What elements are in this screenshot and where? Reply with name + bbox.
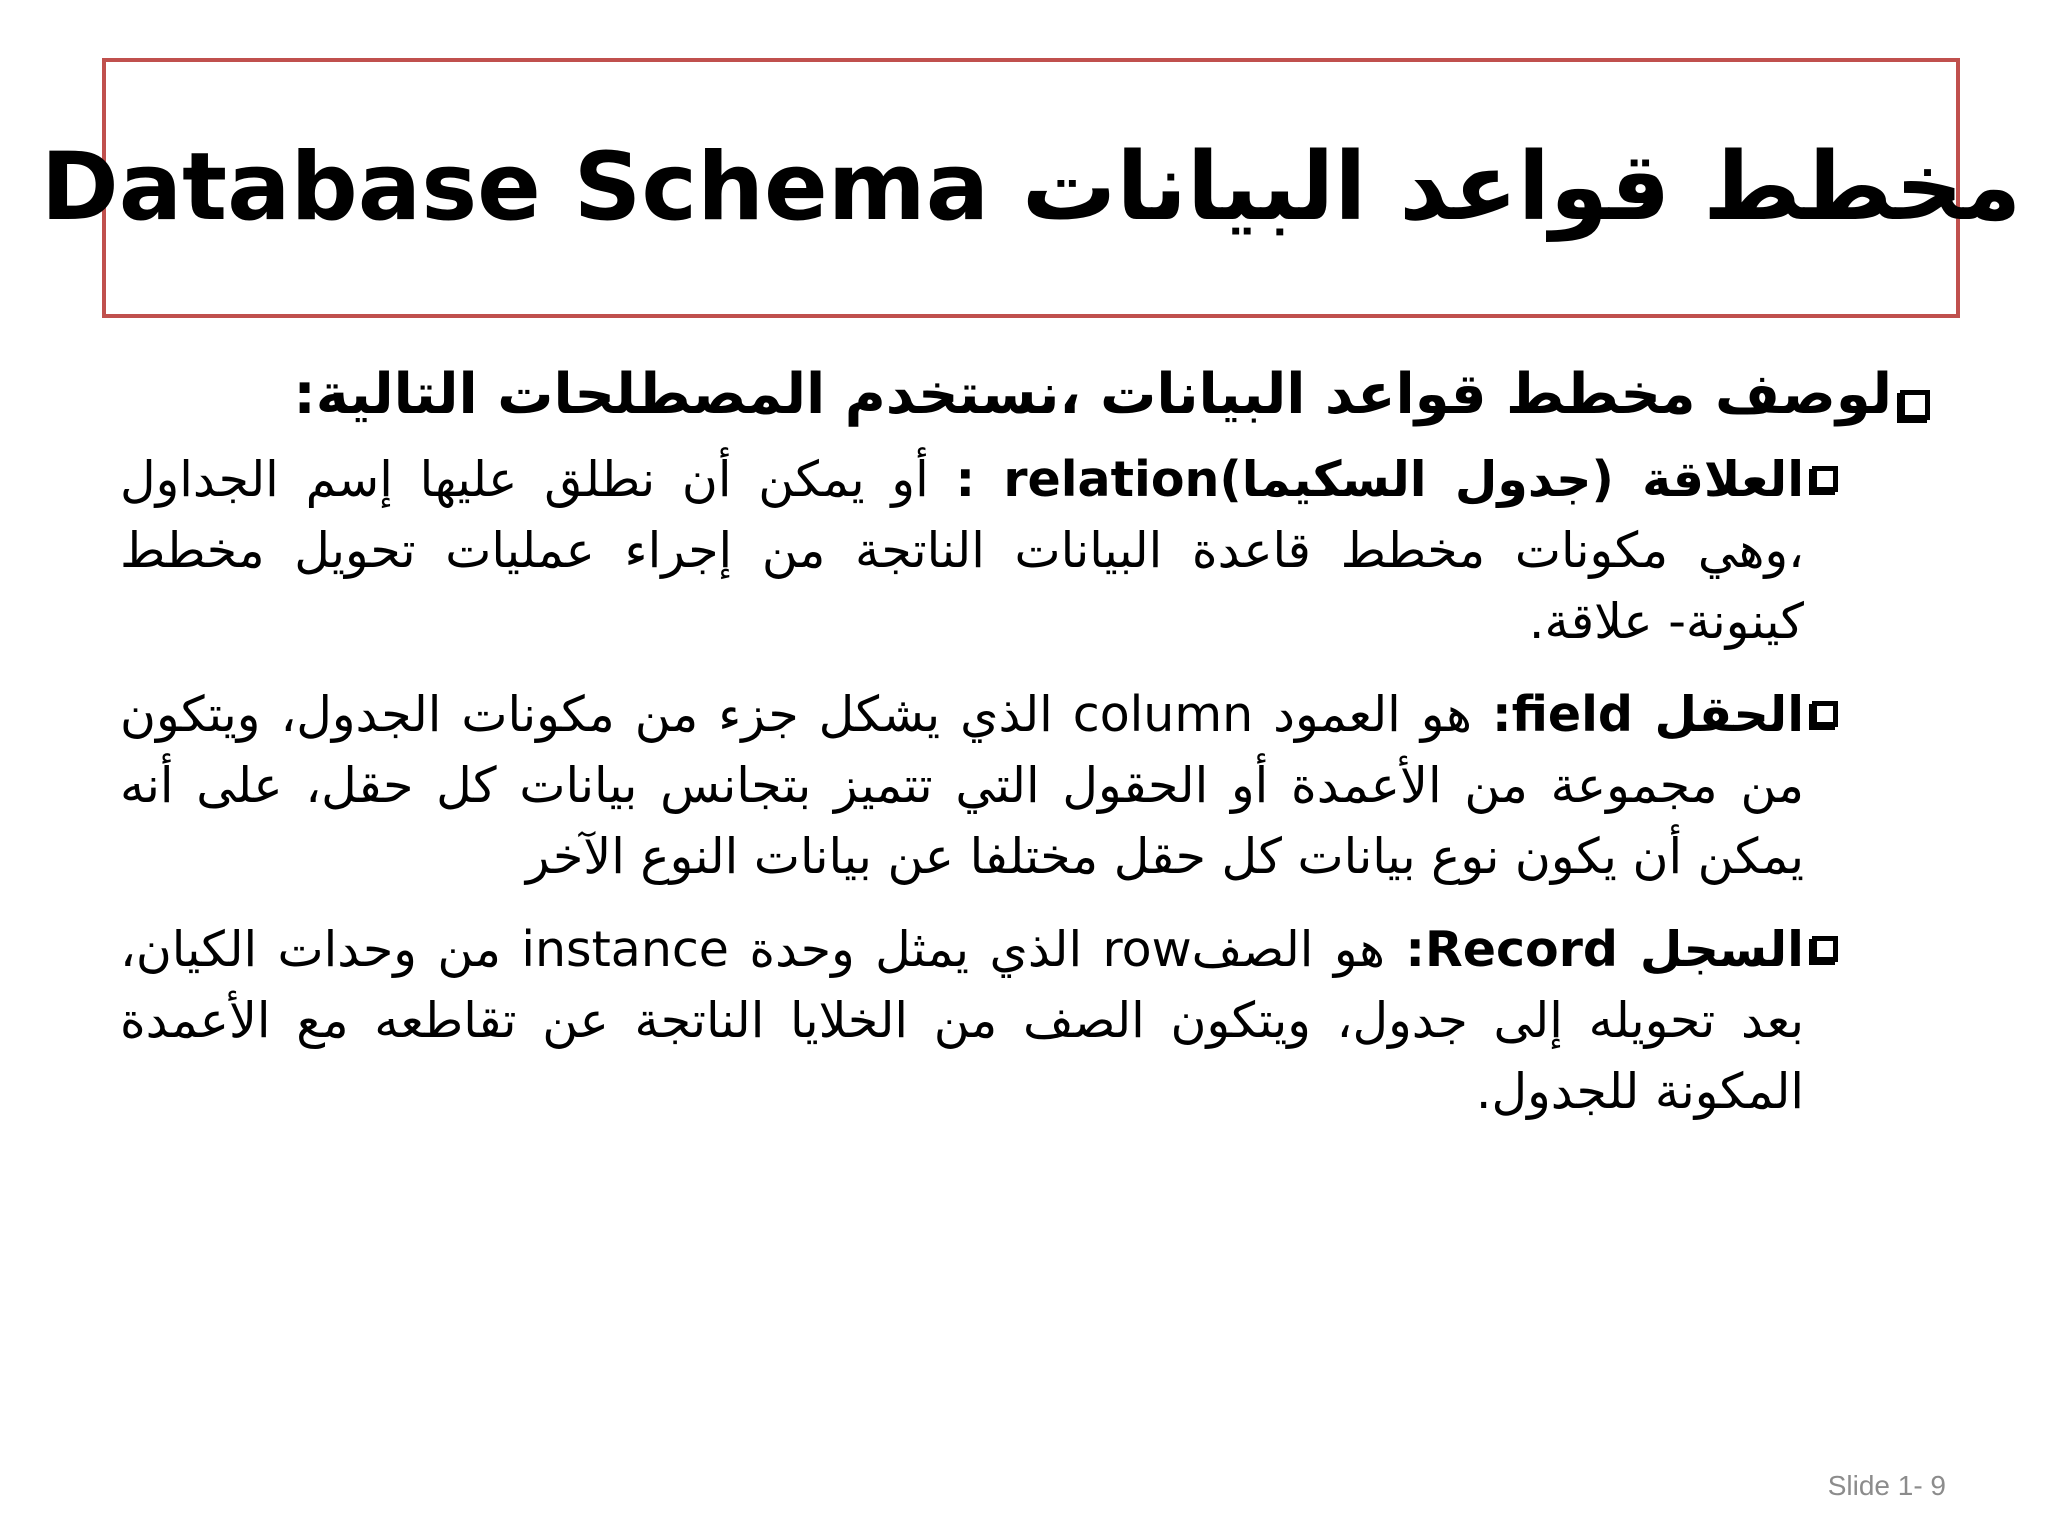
list-item-relation [120, 444, 1930, 657]
slide-title: مخطط قواعد البيانات Database Schema [40, 133, 2022, 242]
list-item-text [120, 444, 1804, 657]
list-item-text [120, 914, 1804, 1127]
intro-text: لوصف مخطط قواعد البيانات ،نستخدم المصطلحات التالية: [293, 362, 1892, 427]
term-field: الحقل field: [1491, 686, 1804, 744]
slide-content [120, 360, 1930, 1149]
list-item-record [120, 914, 1930, 1127]
slide-number: Slide 1- 9 [1827, 1470, 1946, 1501]
checkbox-bullet-icon [1812, 466, 1838, 492]
checkbox-bullet-icon [1900, 390, 1930, 420]
term-record: السجل Record: [1405, 921, 1804, 979]
definition-field: هو العمود column الذي يشكل جزء من مكونات الجدول، ويتكون من مجموعة من الأعمدة أو الحقول التي تتميز بتجانس بيانات كل حقل، على أنه يمكن أن يكون نوع بيانات كل حقل مختلفا عن بيانات النوع الآخر [120, 686, 1804, 886]
list-item-field [120, 679, 1930, 892]
list-item-text [120, 679, 1804, 892]
title-box [40, 58, 2022, 318]
definition-record: هو الصفrow الذي يمثل وحدة instance من وحدات الكيان، بعد تحويله إلى جدول، ويتكون الصف من الخلايا الناتجة عن تقاطعه مع الأعمدة المكونة للجدول. [120, 921, 1804, 1121]
checkbox-bullet-icon [1812, 701, 1838, 727]
intro-line [120, 360, 1930, 430]
checkbox-bullet-icon [1812, 936, 1838, 962]
term-relation: العلاقة (جدول السكيما)relation : [955, 451, 1804, 508]
definition-relation: أو يمكن أن نطلق عليها إسم الجداول ،وهي مكونات مخطط قاعدة البيانات الناتجة من إجراء عمليات تحويل مخطط كينونة- علاقة. [120, 451, 1804, 651]
